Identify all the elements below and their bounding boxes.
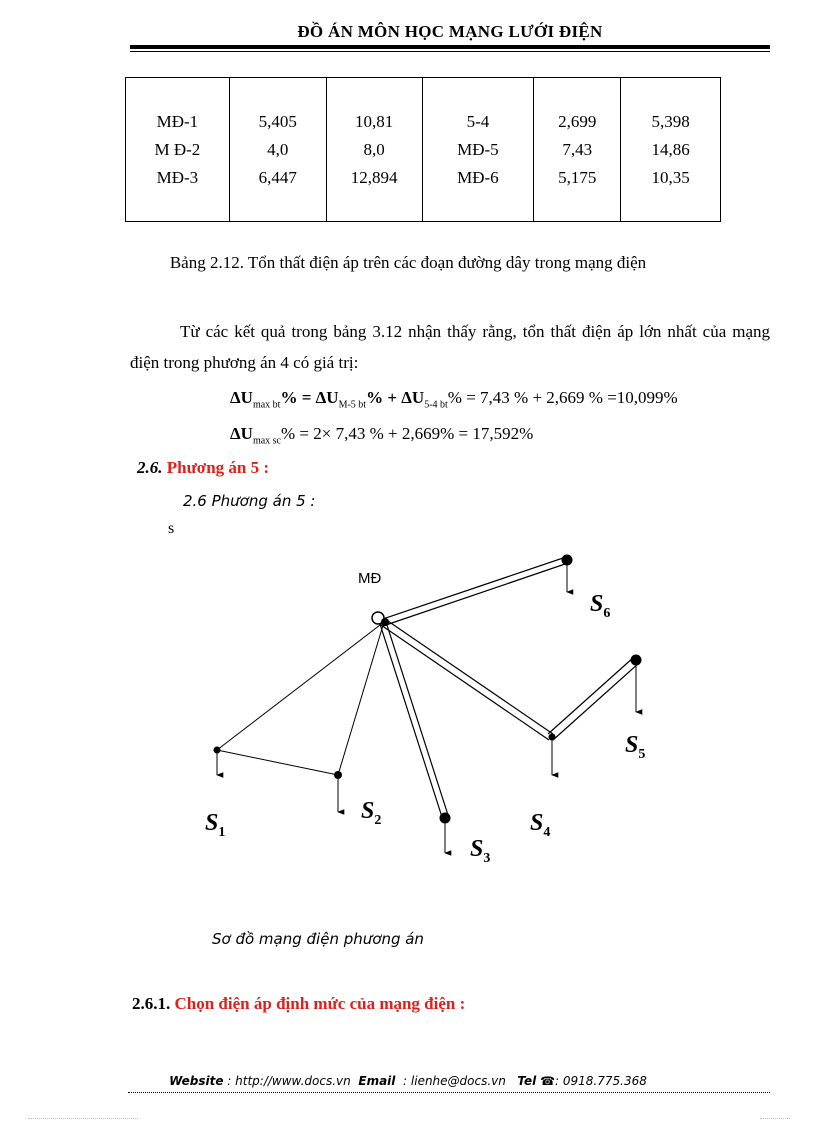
footer-email-label: Email (358, 1074, 396, 1088)
formula-text: ΔU (230, 388, 253, 407)
table-cell: M Đ-2 (154, 139, 201, 159)
load-label-s4 (530, 810, 550, 840)
table-cell: 6,447 (258, 167, 297, 187)
load-label-s2 (361, 798, 381, 828)
table-cell-col1 (126, 78, 230, 222)
load-letter: S (625, 732, 639, 758)
table-cell: 5,398 (651, 111, 690, 131)
formula-text: % = 2× 7,43 % + 2,669% = 17,592% (280, 424, 534, 443)
footer-email: : lienhe@docs.vn (403, 1074, 506, 1088)
footer-rule (128, 1092, 770, 1093)
line-source-s3 (380, 622, 448, 817)
load-subscript: 3 (483, 851, 491, 866)
formula-subscript: max bt (252, 399, 281, 411)
load-subscript: 2 (374, 813, 382, 828)
load-letter: S (361, 798, 375, 824)
table-cell: 10,81 (354, 111, 394, 131)
section-title: Phương án 5 : (166, 458, 270, 477)
load-label-s5 (625, 732, 645, 762)
load-subscript: 6 (603, 606, 611, 621)
diagram-caption: Sơ đồ mạng điện phương án (212, 930, 424, 948)
formula-max-fault (230, 424, 533, 446)
subsection-heading (132, 994, 465, 1014)
formula-max-normal (230, 388, 678, 410)
load-label-s3 (470, 836, 490, 866)
table-cell-col6 (621, 78, 721, 222)
table-cell-col4 (422, 78, 534, 222)
load-letter: S (205, 810, 219, 836)
table-cell: 4,0 (267, 139, 289, 159)
formula-text: % = ΔU (280, 388, 339, 407)
table-cell-col3 (326, 78, 422, 222)
line-source-s4 (381, 619, 553, 740)
table-cell: 5,405 (258, 111, 297, 131)
table-cell: 2,699 (558, 111, 597, 131)
table-cell-col2 (229, 78, 326, 222)
formula-subscript: M-5 bt (338, 399, 367, 411)
table-cell: MĐ-6 (457, 167, 499, 187)
table-cell: MĐ-1 (156, 111, 199, 131)
diagram-subtitle: 2.6 Phương án 5 : (183, 492, 316, 510)
load-subscript: 5 (638, 747, 646, 762)
load-label-s6 (590, 591, 610, 621)
footer-tel: : 0918.775.368 (555, 1074, 647, 1088)
load-subscript: 1 (218, 825, 226, 840)
phone-icon: ☎ (540, 1074, 556, 1088)
table-cell-col5 (534, 78, 621, 222)
formula-text: % = 7,43 % + 2,669 % =10,099% (447, 388, 678, 407)
load-letter: S (590, 591, 604, 617)
table-cell: 5,175 (558, 167, 597, 187)
line-source-s2 (338, 622, 384, 775)
line-s1-s2 (217, 750, 338, 775)
table-cell: 12,894 (350, 167, 398, 187)
table-cell: 7,43 (562, 139, 593, 159)
subsection-number: 2.6.1. (132, 994, 171, 1013)
formula-text: % + ΔU (366, 388, 425, 407)
header-rule-thick (130, 45, 770, 49)
table-cell: 10,35 (651, 167, 690, 187)
footer-tel-label: Tel (517, 1074, 537, 1088)
network-diagram (0, 540, 816, 880)
table-cell: 5-4 (466, 111, 490, 131)
page-header-title: ĐỒ ÁN MÔN HỌC MẠNG LƯỚI ĐIỆN (297, 22, 603, 41)
line-source-s6 (380, 557, 568, 626)
table-cell: 14,86 (651, 139, 690, 159)
load-subscript: 4 (543, 825, 551, 840)
body-paragraph: Từ các kết quả trong bảng 3.12 nhận thấy rằng, tổn thất điện áp lớn nhất của mạng điện trong phương án 4 có giá trị: (130, 322, 770, 372)
formula-text: ΔU (230, 424, 253, 443)
line-s4-s5 (548, 657, 639, 740)
page-edge-dots-left (28, 1118, 138, 1119)
load-label-s1 (205, 810, 225, 840)
section-heading (137, 458, 269, 478)
table-caption: Bảng 2.12. Tổn thất điện áp trên các đoạn đường dây trong mạng điện (169, 253, 647, 272)
section-number: 2.6. (137, 458, 163, 477)
source-node-dot (381, 618, 389, 626)
load-letter: S (470, 836, 484, 862)
voltage-loss-table (125, 77, 721, 222)
load-letter: S (530, 810, 544, 836)
table-cell: 8,0 (363, 139, 385, 159)
formula-subscript: 5-4 bt (424, 399, 448, 411)
line-source-s1 (217, 622, 384, 750)
table-cell: MĐ-3 (156, 167, 199, 187)
source-label: MĐ (358, 570, 382, 587)
stray-letter: s (168, 520, 175, 537)
formula-subscript: max sc (252, 435, 281, 447)
footer-website: : http://www.docs.vn (227, 1074, 351, 1088)
subsection-title: Chọn điện áp định mức của mạng điện : (174, 994, 466, 1013)
table-row (126, 78, 721, 222)
footer (0, 1074, 816, 1088)
table-cell: MĐ-5 (457, 139, 499, 159)
header-rule-thin (130, 51, 770, 52)
footer-website-label: Website (169, 1074, 224, 1088)
page-edge-dots-right (760, 1118, 790, 1119)
